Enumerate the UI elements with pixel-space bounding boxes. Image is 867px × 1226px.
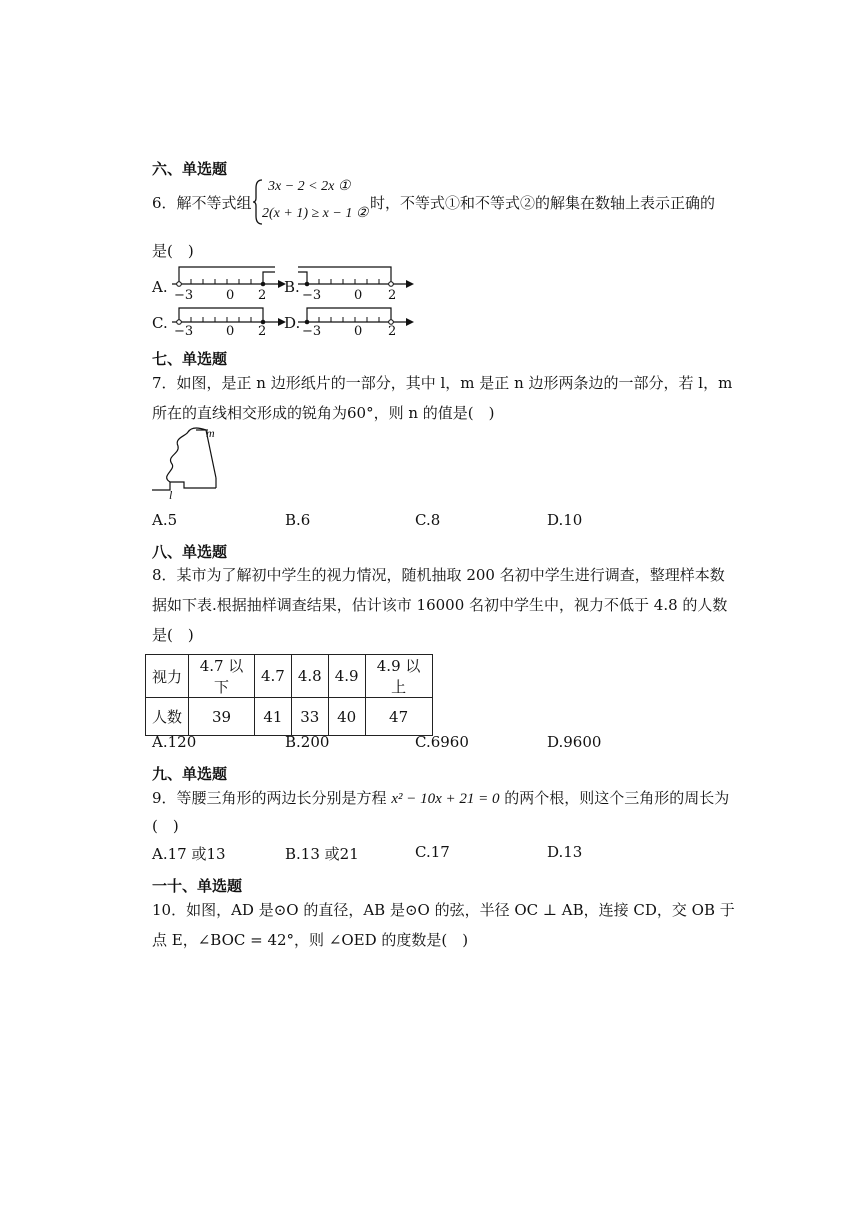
q7-option-b[interactable]: B.6 — [285, 511, 311, 529]
q8-stem-line1: 8．某市为了解初中学生的视力情况，随机抽取 200 名初中学生进行调查，整理样本数 — [152, 566, 725, 584]
table-cell: 4.7 — [255, 655, 292, 698]
table-cell: 人数 — [146, 698, 189, 736]
tick-label: 2 — [388, 288, 397, 303]
tick-label: 0 — [226, 288, 235, 303]
section-7-heading: 七、单选题 — [152, 350, 228, 368]
table-cell: 41 — [255, 698, 292, 736]
q6-stem-line2: 是( ) — [152, 242, 194, 260]
q6-option-d-label[interactable]: D. — [284, 314, 301, 332]
table-cell: 4.9 — [328, 655, 365, 698]
q6-number: 6．解不等式组 — [152, 194, 252, 212]
table-row — [146, 655, 433, 698]
tick-label: 0 — [226, 324, 235, 339]
table-cell: 47 — [365, 698, 432, 736]
q7-option-a[interactable]: A.5 — [152, 511, 178, 529]
table-cell: 33 — [291, 698, 328, 736]
table-cell: 视力 — [146, 655, 189, 698]
q9-option-d[interactable]: D.13 — [547, 843, 583, 861]
table-cell: 39 — [189, 698, 255, 736]
q9-equation: x² − 10x + 21 = 0 — [391, 791, 500, 807]
figure-label-m: m — [206, 426, 215, 440]
q8-option-c[interactable]: C.6960 — [415, 733, 469, 751]
tick-label: −3 — [302, 288, 322, 303]
q6-option-b-label[interactable]: B. — [284, 278, 300, 296]
q9-stem-line2: ( ) — [152, 817, 179, 835]
q6-inequality-2: 2(x + 1) ≥ x − 1 ② — [262, 206, 369, 221]
q9-stem-part2: 的两个根，则这个三角形的周长为 — [504, 789, 730, 807]
tick-label: 0 — [354, 324, 363, 339]
table-cell: 40 — [328, 698, 365, 736]
section-10-heading: 一十、单选题 — [152, 877, 243, 895]
q6-option-a-label[interactable]: A. — [152, 278, 168, 296]
q8-stem-line3: 是( ) — [152, 626, 194, 644]
table-cell: 4.9 以上 — [365, 655, 432, 698]
q8-option-d[interactable]: D.9600 — [547, 733, 602, 751]
q8-option-b[interactable]: B.200 — [285, 733, 330, 751]
section-9-heading: 九、单选题 — [152, 765, 228, 783]
tick-label: −3 — [174, 288, 194, 303]
q10-stem-line1: 10．如图，AD 是⊙O 的直径，AB 是⊙O 的弦，半径 OC ⊥ AB，连接 CD，交 OB 于 — [152, 901, 735, 919]
q7-option-c[interactable]: C.8 — [415, 511, 441, 529]
q10-stem-line2: 点 E，∠BOC = 42°，则 ∠OED 的度数是( ) — [152, 931, 469, 949]
tick-label: −3 — [302, 324, 322, 339]
section-8-heading: 八、单选题 — [152, 543, 228, 561]
vision-data-table — [145, 654, 433, 736]
table-cell: 4.7 以下 — [189, 655, 255, 698]
tick-label: 0 — [354, 288, 363, 303]
tick-label: 2 — [258, 324, 267, 339]
q6-stem-tail: 时，不等式①和不等式②的解集在数轴上表示正确的 — [370, 194, 716, 212]
polygon-fragment-figure — [150, 424, 230, 500]
q9-option-b[interactable]: B.13 或21 — [285, 845, 359, 863]
figure-label-l: l — [169, 488, 173, 502]
q9-stem-part1: 9．等腰三角形的两边长分别是方程 — [152, 789, 387, 807]
q6-option-c-label[interactable]: C. — [152, 314, 168, 332]
q9-option-a[interactable]: A.17 或13 — [152, 845, 226, 863]
table-row — [146, 698, 433, 736]
q8-option-a[interactable]: A.120 — [152, 733, 197, 751]
section-6-heading: 六、单选题 — [152, 160, 228, 178]
q8-stem-line2: 据如下表.根据抽样调查结果，估计该市 16000 名初中学生中，视力不低于 4.8 的人数 — [152, 596, 728, 614]
q9-stem-line1 — [152, 787, 729, 808]
tick-label: 2 — [258, 288, 267, 303]
q7-option-d[interactable]: D.10 — [547, 511, 583, 529]
q7-stem-line2: 所在的直线相交形成的锐角为60°，则 n 的值是( ) — [152, 404, 495, 422]
q7-stem-line1: 7．如图，是正 n 边形纸片的一部分，其中 l，m 是正 n 边形两条边的一部分，若 l，m — [152, 374, 733, 392]
table-cell: 4.8 — [291, 655, 328, 698]
q9-option-c[interactable]: C.17 — [415, 843, 450, 861]
q6-inequality-1: 3x − 2 < 2x ① — [268, 179, 351, 194]
tick-label: 2 — [388, 324, 397, 339]
tick-label: −3 — [174, 324, 194, 339]
